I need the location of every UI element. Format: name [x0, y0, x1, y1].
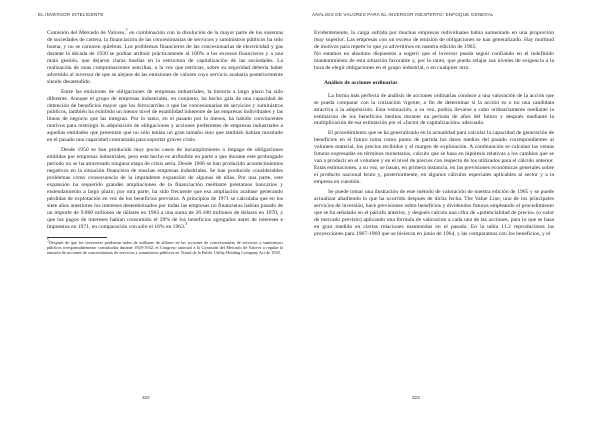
running-header: ANÁLISIS DE VALORES PARA EL INVERSOR INEXPERTO: ENFOQUE GENERAL	[312, 12, 494, 17]
page-number: 323	[412, 395, 420, 400]
footnote-text: Después de que los inversores perdieran miles de millones de dólares en las acciones de concesionarias de servicios y suministros públicos irresponsablemente constituidas durante 1929-1932, el Congreso autorizó a la Comisión del Mercado de Valores a regular la emisión de acciones de concesionarias de servicios y suministros públicos en Virtud de la Public Utility Holding Company Act de 1935.	[47, 239, 283, 256]
footnote-marker: 5	[185, 221, 188, 226]
paragraph: El procedimiento que se ha generalizado en la actualidad para calcular la capacidad de generación de beneficios en el futuro toma como punto de partida los datos medios del pasado correspondientes al volumen material, los precios recibidos y el margen de explotación. A continuación se calculan las ventas futuras expresadas en términos monetarios, calculo que se basa en hipótesis relativas a los cambios que se van a producir en el volumen y en el nivel de precios con respecto de los utilizados para el cálculo anterior. Estas estimaciones, a su vez, se basan, en primera instancia, en las previsiones económicas generales sobre el producto nacional bruto y, posteriormente, en algunos cálculos especiales aplicables al sector y a la empresa en cuestión.	[314, 130, 554, 186]
footnote	[47, 240, 283, 256]
paragraph: Se puede tomar una ilustración de este método de valoración de nuestra edición de 1965 y se puede actualizar añadiendo lo que ha ocurrido después de dicha fecha. The Value Line, uno de los principales servicios de inversión, hace previsiones sobre beneficios y dividendos futuros empleando el procedimiento que se ha señalado en el párrafo anterior, y después calcula una cifra de «potencialidad de precio» (o valor de mercado previsto) aplicando una fórmula de valoración a cada una de las acciones, para lo que se basa en gran medida en ciertas relaciones mantenidas en el pasado. En la tabla 11.2 reproducimos las proyecciones para 1967-1969 que se hicieron en junio de 1964, y las comparamos con los beneficios, y el	[314, 189, 554, 237]
running-header: EL INVERSOR INTELIGENTE	[38, 12, 104, 17]
paragraph-text: Desde 1950 se han producido muy pocos casos de incumplimiento o impago de obligaciones emitidas por empresas industriales, pero este hecho es atribuible en parte a que durante este prolongado periodo no se ha atravesado ninguna etapa de crisis seria. Desde 1966 se han producido acontecimientos negativos en la situación financiera de muchas empresas industriales. Se han producido considerables problemas como consecuencia de la imprudente expansión de algunas de ellas. Por una parte, este expansión ha requerido grandes ampliaciones de la financiación mediante préstamos bancarios y endeudamiento a largo plazo; por otra parte, ha sido frecuente que esa ampliación acabase generando pérdidas de explotación en vez de los beneficios previstos. A principios de 1971 se calculaba que en los siete años anteriores los intereses desembolsados por todas las empresas no financieras habían pasado de un importe de 9.800 millones de dólares en 1963 a una suma de 26.100 millones de dólares en 1970, y que los pagos de intereses habían consumido el 29% de los beneficios agregados antes de intereses e impuestos en 1971, en comparación con sólo el 16% en 1963.	[47, 147, 283, 230]
paragraph: Entre las emisiones de obligaciones de empresas industriales, la historia a largo plazo ha sido diferente. Aunque el grupo de empresas industriales, en conjunto, ha hecho gala de una capacidad de obtención de beneficios mayor que los ferrocarriles o que las concesionarias de servicios y suministros públicos, también ha exhibido un menor nivel de estabilidad inherente de las empresas individuales y las líneas de negocio que las integran. Por lo tanto, en el pasado por lo menos, ha habido convincentes motivos para restringir la adquisición de obligaciones y acciones preferentes de empresas industriales a aquellas entidades que presentan que no sólo tenían un gran tamaño sino que también habían mostrado en el pasado una capacidad contrastada para soportar graves crisis.	[47, 88, 283, 144]
footnote-divider	[47, 237, 107, 238]
paragraph: Evidentemente, la carga sufrida por muchas empresas individuales había aumentado en una proporción muy superior. Las empresas con un exceso de emisión de obligaciones se han generalizado. Hay multitud de motivos para repetir lo que ya advertimos en nuestra edición de 1965:	[314, 30, 554, 50]
paragraph	[47, 30, 283, 86]
text-column	[47, 30, 283, 256]
text-column	[314, 30, 554, 238]
section-title: Análisis de acciones ordinarias	[324, 79, 398, 86]
paragraph-start: Comisión del Mercado de Valores,	[47, 30, 126, 36]
footnote-marker: 5	[125, 28, 128, 33]
paragraph	[47, 147, 283, 230]
paragraph-rest: en combinación con la disolución de la mayor parte de los sistemas de sociedades de cartera, la financiación de las concesionarias de servicios y suministros públicos ha sido buena, y no se conocen quiebras. Los problemas financieros de las concesionarias de electricidad y gas durante la década de 1930 se podían atribuir prácticamente al 100% a los excesos financieros y a una mala gestión, que dejaron claras huellas en la estructura de capitalización de las sociedades. La realización de unas comprobaciones sencillas, a la vez que estrictas, sobre su seguridad debería haber advertido al inversor de que se alejase de las emisiones de valores cuyo servicio acabaría posteriormente siendo desatendido.	[47, 30, 283, 85]
right-page	[300, 0, 600, 424]
page-number: 322	[142, 395, 150, 400]
footnote-number: 5	[47, 238, 49, 243]
block-quote: No estamos en absoluto dispuestos a sugerir que el inversor pueda seguir confiando en el indefinido mantenimiento de esta situación favorable y, por lo tanto, que pueda relajar sus niveles de exigencia a la hora de elegir obligaciones en el grupo industrial, o en cualquier otro.	[314, 50, 554, 71]
paragraph: La forma más perfecta de análisis de acciones ordinarias conduce a una valoración de la acción que se pueda comparar con la cotización vigente, a fin de determinar si la acción es o no una candidata atractiva a la adquisición. Esta valoración, a su vez, podría llevarse a cabo ordinariamente mediante la estimación de los beneficios medios durante un periodo de años del futuro y después mediante la multiplicación de esa estimación por el «factor de capitalización» adecuado.	[314, 92, 554, 127]
